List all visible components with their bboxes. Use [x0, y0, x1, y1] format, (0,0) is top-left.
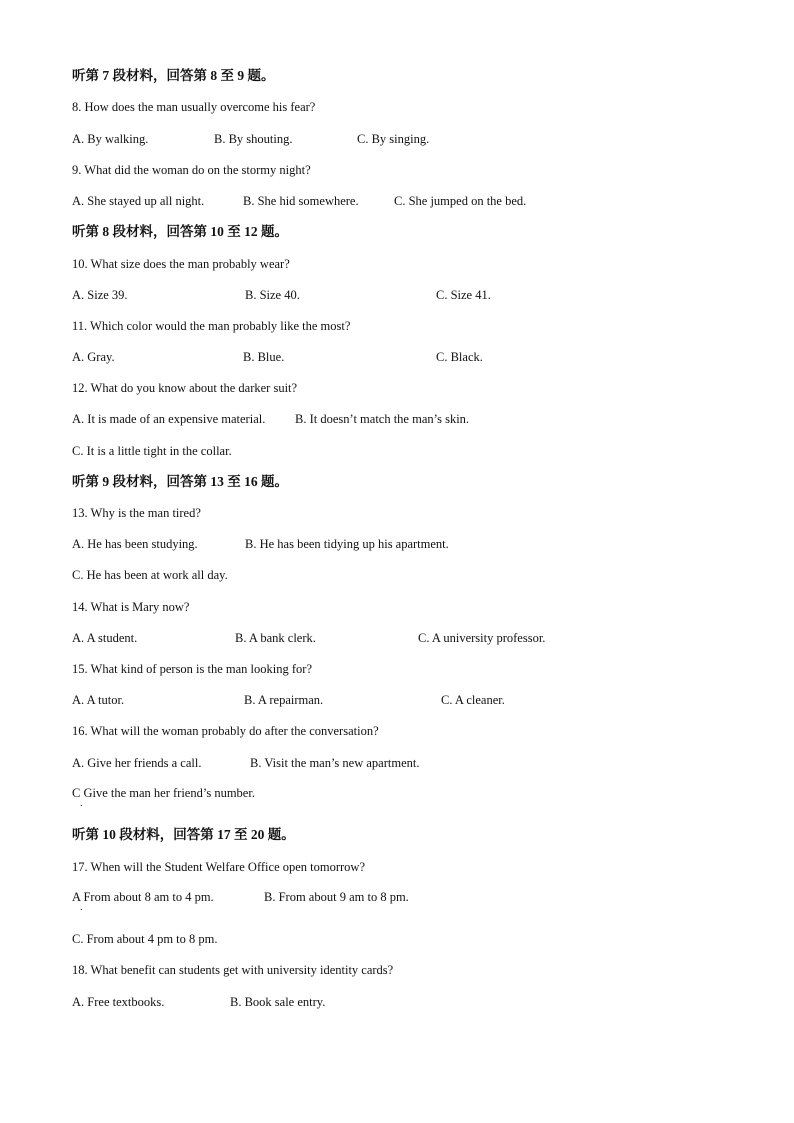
option-b: B. By shouting. [214, 132, 293, 146]
option-b: B. She hid somewhere. [243, 194, 359, 208]
option-a: A. A tutor. [72, 693, 125, 707]
option-b: B. From about 9 am to 8 pm. [264, 890, 409, 904]
option-a: A. Gray. [72, 350, 115, 364]
question-text: 12. What do you know about the darker suit? [72, 381, 298, 395]
question-text: 17. When will the Student Welfare Office open tomorrow? [72, 860, 366, 874]
option-b: B. A bank clerk. [235, 631, 316, 645]
question-text: 15. What kind of person is the man looking for? [72, 662, 313, 676]
question-text: 10. What size does the man probably wear? [72, 257, 290, 271]
option-c: C. From about 4 pm to 8 pm. [72, 932, 218, 946]
option-c: C. A university professor. [418, 631, 546, 645]
question-text: 11. Which color would the man probably like the most? [72, 319, 351, 333]
question-text: 16. What will the woman probably do after the conversation? [72, 724, 379, 738]
question-text: 8. How does the man usually overcome his fear? [72, 100, 316, 114]
section-heading: 听第 7 段材料，回答第 8 至 9 题。 [72, 68, 275, 83]
option-b: B. Visit the man’s new apartment. [250, 756, 420, 770]
option-a: A. Free textbooks. [72, 995, 165, 1009]
stray-dot: . [80, 798, 83, 809]
option-c: C. He has been at work all day. [72, 568, 228, 582]
option-a: A. She stayed up all night. [72, 194, 205, 208]
option-c: C. A cleaner. [441, 693, 505, 707]
option-c: C. By singing. [357, 132, 430, 146]
option-c: C. It is a little tight in the collar. [72, 444, 232, 458]
option-b: B. Book sale entry. [230, 995, 326, 1009]
section-heading: 听第 9 段材料，回答第 13 至 16 题。 [72, 474, 288, 489]
option-b: B. It doesn’t match the man’s skin. [295, 412, 470, 426]
option-c: C. Black. [436, 350, 483, 364]
question-text: 9. What did the woman do on the stormy night? [72, 163, 311, 177]
option-a: A. It is made of an expensive material. [72, 412, 266, 426]
option-a: A. A student. [72, 631, 138, 645]
option-a: A. He has been studying. [72, 537, 198, 551]
question-text: 13. Why is the man tired? [72, 506, 201, 520]
option-c: C Give the man her friend’s number. [72, 786, 255, 800]
option-c: C. Size 41. [436, 288, 491, 302]
question-text: 18. What benefit can students get with university identity cards? [72, 963, 394, 977]
option-b: B. He has been tidying up his apartment. [245, 537, 449, 551]
option-a: A. Size 39. [72, 288, 128, 302]
option-b: B. Size 40. [245, 288, 300, 302]
stray-dot: . [80, 902, 83, 913]
section-heading: 听第 8 段材料，回答第 10 至 12 题。 [72, 224, 288, 239]
option-b: B. Blue. [243, 350, 285, 364]
option-c: C. She jumped on the bed. [394, 194, 527, 208]
option-a: A From about 8 am to 4 pm. [72, 890, 214, 904]
option-a: A. Give her friends a call. [72, 756, 202, 770]
question-text: 14. What is Mary now? [72, 600, 190, 614]
option-b: B. A repairman. [244, 693, 324, 707]
option-a: A. By walking. [72, 132, 149, 146]
section-heading: 听第 10 段材料，回答第 17 至 20 题。 [72, 827, 295, 842]
